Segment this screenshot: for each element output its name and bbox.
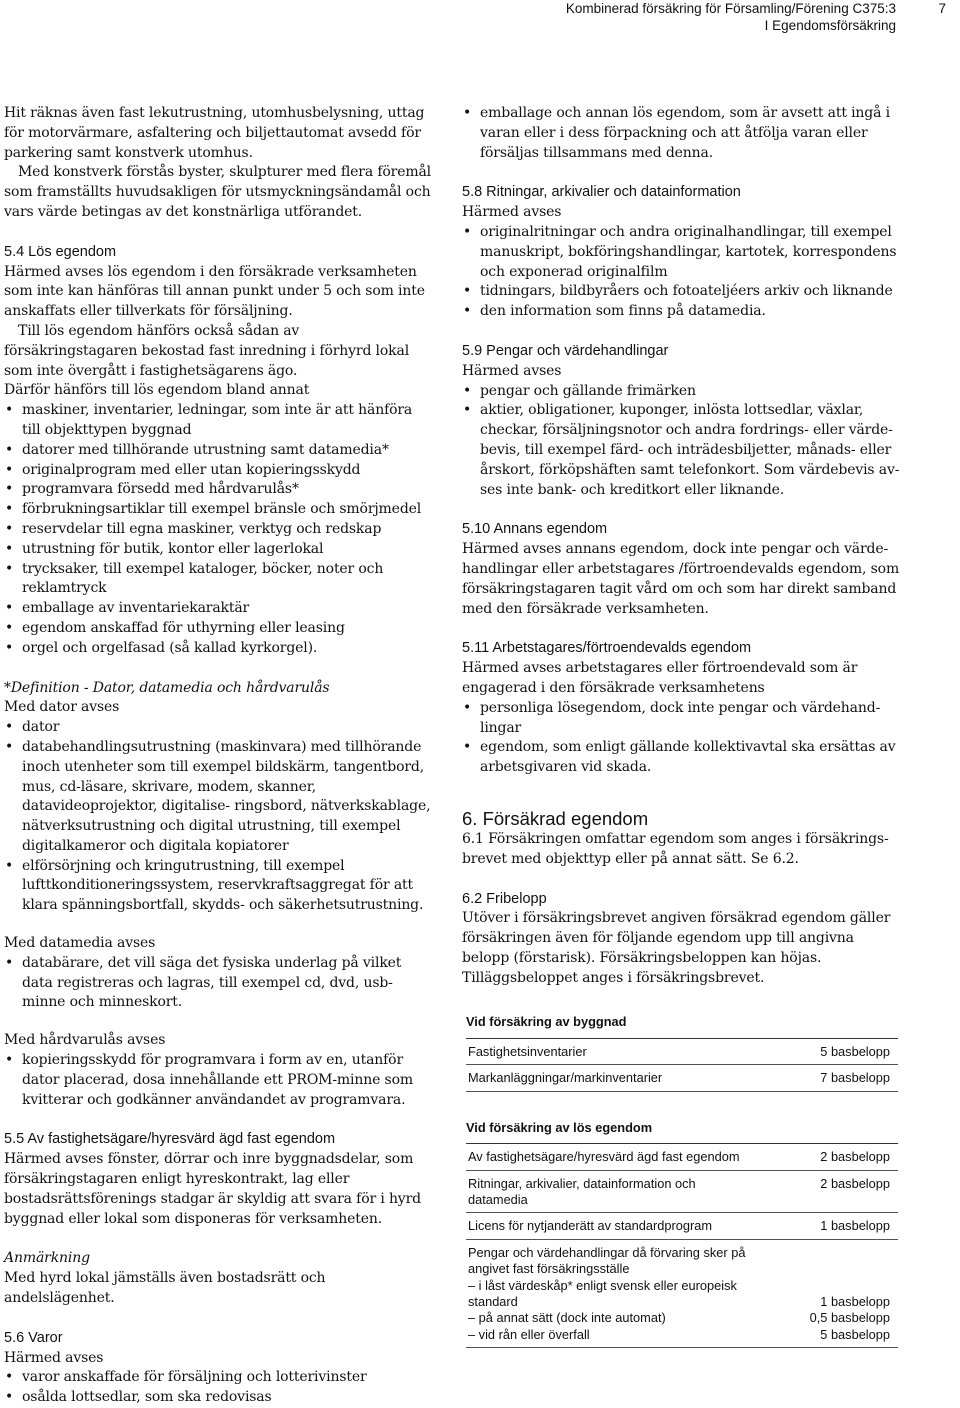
section-6-title: 6. Försäkrad egendom [462,807,649,829]
list-item: • den information som finns på datamedia. [462,302,900,322]
list-item: • varor anskaffade för försäljning och lotterivinster [4,1368,434,1388]
list-item: • maskiner, inventarier, ledningar, som inte är att hänföra till objekttypen byggnad [4,401,434,441]
section-5-11-list [462,699,900,778]
section-5-6-intro: Härmed avses [4,1349,104,1366]
section-5-5-title: 5.5 Av fastighetsägare/hyresvärd ägd fast egendom [4,1131,336,1148]
list-item: • dator [4,718,434,738]
section-5-11-title: 5.11 Arbetstagares/förtroendevalds egendom [462,640,752,657]
list-item: • osålda lottsedlar, som ska redovisas [4,1388,434,1408]
left-column [4,104,434,1408]
list-item: • emballage och annan lös egendom, som är avsett att ingå i varan eller i dess förpackning och att åtfölja varan eller försäljas tillsammans med denna. [462,104,900,163]
section-5-10-title: 5.10 Annans egendom [462,521,608,538]
section-5-8-list [462,223,900,322]
table-row [466,1144,898,1170]
header-line-1: Kombinerad försäkring för Församling/Förening C375:3 [565,1,896,16]
list-item: • databärare, det vill säga det fysiska underlag på vilket data registreras och lagras, till exempel cd, dvd, usb-minne och minneskort. [4,954,434,1013]
row-value: 5 basbelopp [820,1326,890,1342]
section-5-8-intro: Härmed avses [462,204,562,221]
section-5-4-list-intro: Därför hänförs till lös egendom bland annat [4,382,310,399]
section-6-2-text: Utöver i försäkringsbrevet angiven försäkrad egendom gäller försäkringen även för följande egendom upp till angivna belopp (förstarisk). Försäkringsbeloppen kan höjas. Tilläggsbeloppet anges i försäkringsbrevet. [462,910,891,986]
list-item: • utrustning för butik, kontor eller lagerlokal [4,540,434,560]
row-label: Pengar och värdehandlingar då förvaring sker på angivet fast försäkringsställe [468,1244,746,1277]
row-value: 2 basbelopp [820,1149,890,1165]
fribelopp-table [466,1014,898,1348]
section-5-4-fixtures: Till lös egendom hänförs också sådan av försäkringstagaren bekostad fast inredning i förhyrd lokal som inte övergått i fastighetsägarens ägo. [4,322,410,379]
section-5-5-text: Härmed avses fönster, dörrar och inre byggnadsdelar, som försäkringstagaren enligt hyreskontrakt, lag eller bostadsrättsförenings stadgar är skyldig att svara för i hyrd byggnad eller lokal som disponeras för verksamheten. [4,1151,421,1227]
page-number: 7 [938,1,946,16]
row-value: 5 basbelopp [820,1043,890,1059]
table-row [466,1039,898,1065]
row-value: 1 basbelopp [820,1218,890,1234]
row-label: – på annat sätt (dock inte automat) [468,1310,666,1326]
list-item: • förbrukningsartiklar till exempel bränsle och smörjmedel [4,500,434,520]
row-value: 0,5 basbelopp [809,1310,890,1326]
paragraph-artwork: Med konstverk förstås byster, skulpturer med flera föremål som framställts huvudsakligen för utsmyckningsändamål och vars värde betingas av det konstnärliga utförandet. [4,164,431,220]
table-row [466,1213,898,1239]
definition-title: *Definition - Dator, datamedia och hårdvarulås [4,679,330,696]
header-line-2: I Egendomsförsäkring [764,18,896,33]
section-5-9-title: 5.9 Pengar och värdehandlingar [462,342,669,359]
section-5-6-title: 5.6 Varor [4,1329,63,1346]
table-row-money [466,1240,898,1348]
definition-hw-list [4,1051,434,1110]
paragraph-outdoor: Hit räknas även fast lekutrustning, utomhusbelysning, uttag för motorvärmare, asfaltering och biljettautomat avsedd för parkering samt konstverk utomhus. [4,105,425,161]
row-value: 2 basbelopp [820,1175,890,1191]
definition-media-intro: Med datamedia avses [4,935,156,952]
list-item: • pengar och gällande frimärken [462,382,900,402]
list-item: • egendom, som enligt gällande kollektivavtal ska ersättas av arbetsgivaren vid skada. [462,738,900,778]
section-5-10-text: Härmed avses annans egendom, dock inte pengar och värdehandlingar eller arbetstagares /förtroendevalds egendom, som försäkringstagaren tagit vård om och som har direkt samband med den försäkrade verksamheten. [462,541,900,617]
table-row [466,1171,898,1214]
row-label: Ritningar, arkivalier, datainformation och datamedia [468,1175,696,1207]
table-row [466,1065,898,1091]
section-5-6-list [4,1368,434,1408]
list-item: • personliga lösegendom, dock inte pengar och värdehandlingar [462,699,900,739]
list-item: • originalritningar och andra originalhandlingar, till exempel manuskript, bokföringshandlingar, kartotek, korrespondens och exponerad originalfilm [462,223,900,282]
right-column [462,104,900,1348]
section-5-9-list [462,382,900,501]
list-item: • aktier, obligationer, kuponger, inlösta lottsedlar, växlar, checkar, försäljningsnotor och andra fordrings- eller värdebevis, till exempel färd- och inträdesbiljetter, månads- eller årskort, förköpshäften samt telefonkort. Som värdebevis avses inte bank- och kreditkort eller liknande. [462,401,900,500]
list-item: • trycksaker, till exempel kataloger, böcker, noter och reklamtryck [4,560,434,600]
definition-hw-intro: Med hårdvarulås avses [4,1032,166,1049]
definition-media-list [4,954,434,1013]
row-value: 7 basbelopp [820,1070,890,1086]
row-label: Fastighetsinventarier [468,1043,587,1059]
note-text: Med hyrd lokal jämställs även bostadsrätt och andelslägenhet. [4,1270,326,1307]
table-heading-byggnad: Vid försäkring av byggnad [466,1014,898,1038]
row-label: Licens för nytjanderätt av standardprogram [468,1218,712,1234]
section-6-1-text: 6.1 Försäkringen omfattar egendom som anges i försäkringsbrevet med objekttyp eller på annat sätt. Se 6.2. [462,830,889,867]
section-5-4-title: 5.4 Lös egendom [4,243,117,260]
list-item: • tidningars, bildbyråers och fotoateljéers arkiv och liknande [462,282,900,302]
list-item: • datorer med tillhörande utrustning samt datamedia* [4,441,434,461]
list-item: • kopieringsskydd för programvara i form av en, utanför dator placerad, dosa innehållande ett PROM-minne som kvitterar och godkänner användandet av programvara. [4,1051,434,1110]
header-title [566,0,896,34]
section-5-4-intro: Härmed avses lös egendom i den försäkrade verksamheten som inte kan hänföras till annan punkt under 5 och som inte anskaffats eller tillverkats för försäljning. [4,263,425,320]
row-label: Markanläggningar/markinventarier [468,1070,663,1086]
row-label: Av fastighetsägare/hyresvärd ägd fast egendom [468,1149,740,1165]
list-item: • reservdelar till egna maskiner, verktyg och redskap [4,520,434,540]
list-item: • originalprogram med eller utan kopieringsskydd [4,461,434,481]
definition-dator-list [4,718,434,916]
continued-list [462,104,900,163]
section-5-8-title: 5.8 Ritningar, arkivalier och datainformation [462,184,741,201]
table-heading-los-egendom: Vid försäkring av lös egendom [466,1120,898,1144]
definition-dator-intro: Med dator avses [4,699,120,716]
list-item: • databehandlingsutrustning (maskinvara) med tillhörande inoch utenheter som till exempel bildskärm, tangentbord, mus, cd-läsare, skrivare, modem, skanner, datavideoprojektor, digitalise- ringsbord, nätverkskablage, nätverksutrustning och digital utrustning, till exempel digitalkameror och digitala kopiatorer [4,738,434,857]
section-5-9-intro: Härmed avses [462,362,562,379]
note-title: Anmärkning [4,1250,90,1267]
list-item: • emballage av inventariekaraktär [4,599,434,619]
list-item: • programvara försedd med hårdvarulås* [4,480,434,500]
section-5-4-list [4,401,434,658]
list-item: • orgel och orgelfasad (så kallad kyrkorgel). [4,639,434,659]
row-label: – vid rån eller överfall [468,1326,590,1342]
section-5-11-text: Härmed avses arbetstagares eller förtroendevald som är engagerad i den försäkrade verksamhetens [462,660,858,696]
row-value: 1 basbelopp [820,1293,890,1309]
list-item: • egendom anskaffad för uthyrning eller leasing [4,619,434,639]
row-label: – i låst värdeskåp* enligt svensk eller europeisk standard [468,1277,737,1309]
section-6-2-title: 6.2 Fribelopp [462,890,547,907]
list-item: • elförsörjning och kringutrustning, till exempel lufttkonditioneringssystem, reservkraftsaggregat för att klara spänningsbortfall, skydds- och säkerhetsutrustning. [4,857,434,916]
